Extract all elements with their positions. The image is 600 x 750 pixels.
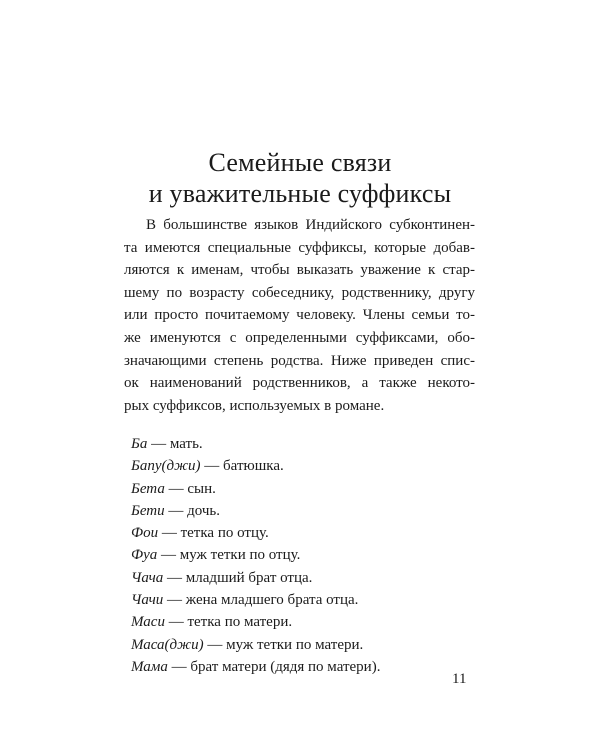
glossary-entry	[131, 634, 491, 656]
glossary-term: Маса(джи)	[131, 636, 204, 653]
glossary-definition: — батюшка.	[200, 458, 284, 475]
glossary-entry	[131, 656, 491, 678]
chapter-title	[100, 147, 500, 209]
glossary-definition: — тетка по матери.	[164, 614, 293, 631]
glossary-definition: — дочь.	[164, 502, 221, 519]
paragraph-line: ляются к именам, чтобы выказать уважение к стар-	[124, 262, 475, 279]
glossary-term: Чачи	[131, 592, 164, 609]
paragraph-line: та имеются специальные суффиксы, которые добав-	[124, 239, 475, 256]
glossary-entry	[131, 544, 491, 566]
glossary-term: Фои	[131, 525, 159, 542]
glossary-term: Ба	[131, 436, 148, 452]
glossary-entry	[131, 500, 491, 522]
paragraph-line: или просто почитаемому человеку. Члены семьи то-	[124, 307, 475, 324]
paragraph-line: же именуются с определенными суффиксами, обо-	[124, 329, 475, 346]
glossary-term: Маси	[131, 614, 165, 631]
glossary-term: Чача	[131, 569, 164, 586]
paragraph-line: шему по возрасту собеседнику, родственнику, другу	[124, 284, 475, 301]
glossary-entry	[131, 478, 491, 500]
chapter-title-line-2: и уважительные суффиксы	[148, 179, 452, 208]
glossary-definition: — муж тетки по отцу.	[157, 547, 301, 564]
glossary-definition: — муж тетки по матери.	[203, 636, 364, 653]
glossary-definition: — мать.	[147, 436, 203, 452]
glossary-entry	[131, 567, 491, 589]
glossary-term: Бета	[131, 480, 165, 497]
chapter-title-line-1: Семейные связи	[208, 148, 392, 177]
paragraph-line: значающими степень родства. Ниже приведен спис-	[124, 352, 475, 369]
glossary-term: Бапу(джи)	[131, 458, 201, 475]
glossary-entry	[131, 611, 491, 633]
kinship-glossary	[131, 433, 491, 678]
glossary-term: Мама	[131, 658, 168, 675]
glossary-term: Фуа	[131, 547, 158, 564]
glossary-entry	[131, 589, 491, 611]
glossary-definition: — жена младшего брата отца.	[163, 592, 359, 609]
glossary-definition: — сын.	[164, 480, 216, 497]
glossary-entry	[131, 455, 491, 477]
paragraph-line: ок наименований родственников, а также некото-	[124, 375, 475, 392]
intro-paragraph	[124, 214, 475, 417]
glossary-entry	[131, 522, 491, 544]
glossary-definition: — младший брат отца.	[163, 569, 313, 586]
glossary-definition: — тетка по отцу.	[158, 525, 269, 542]
paragraph-line: В большинстве языков Индийского субконтинен-	[146, 217, 475, 233]
page-number: 11	[452, 671, 467, 687]
glossary-definition: — брат матери (дядя по матери).	[167, 658, 381, 675]
glossary-entry	[131, 433, 491, 455]
glossary-term: Бети	[131, 502, 165, 519]
paragraph-line: рых суффиксов, используемых в романе.	[124, 397, 385, 414]
